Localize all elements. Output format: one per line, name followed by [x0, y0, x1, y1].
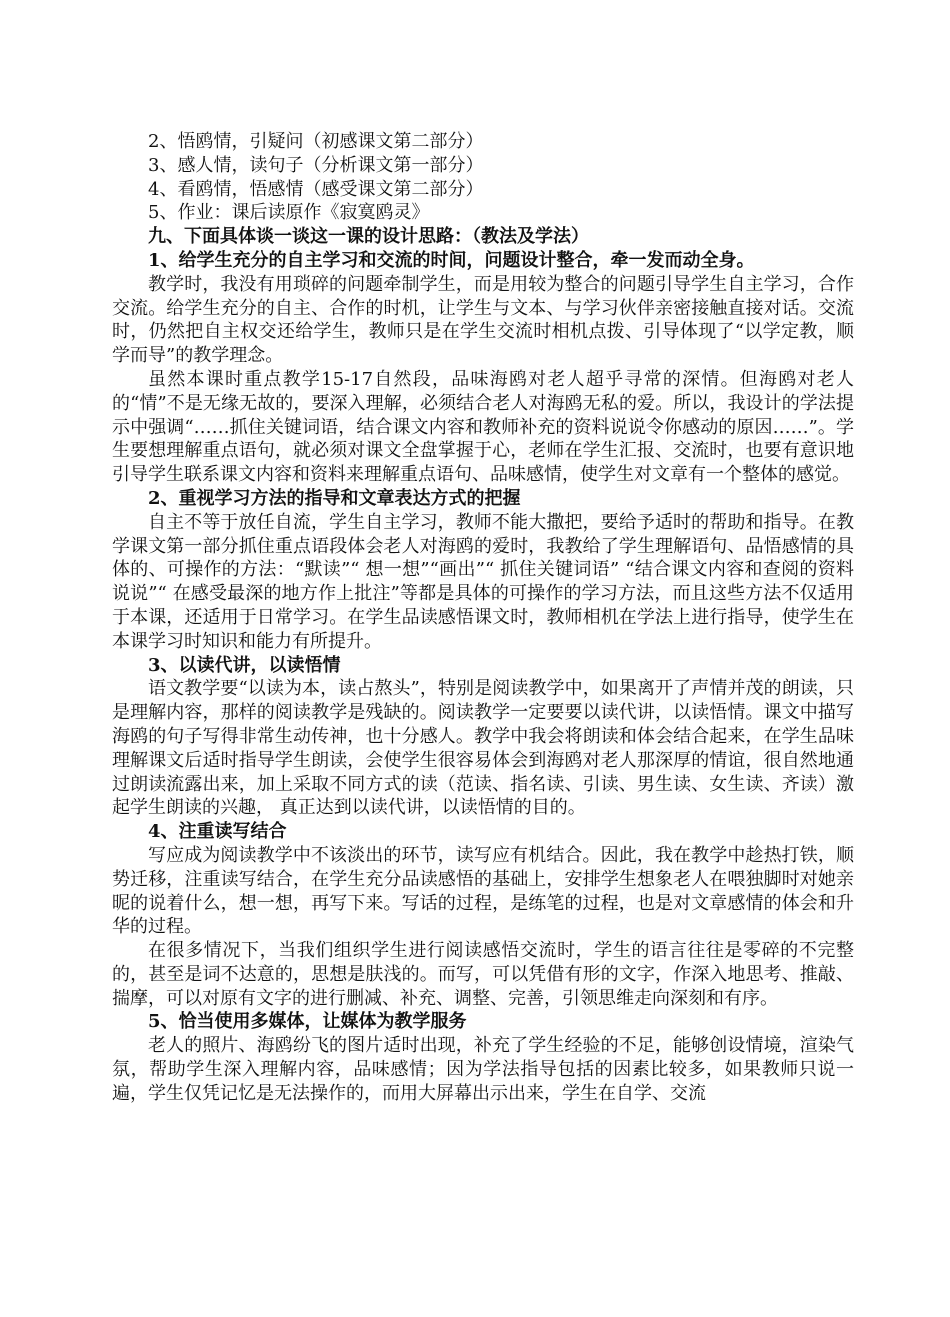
point-1 [112, 249, 854, 487]
outline-item: 3、感人情，读句子（分析课文第一部分） [148, 154, 484, 176]
document-page [112, 130, 854, 1106]
outline-item: 5、作业：课后读原作《寂寞鸥灵》 [148, 202, 430, 224]
outline-item: 4、看鸥情，悟感情（感受课文第二部分） [148, 178, 484, 200]
body-paragraph: 自主不等于放任自流，学生自主学习，教师不能大撒把，要给予适时的帮助和指导。在教学课文第一部分抓住重点语段体会老人对海鸥的爱时，我教给了学生理解语句、品悟感情的具体的、可操作的方法：“默读”“ 想一想”“画出”“ 抓住关键词语” “结合课文内容和查阅的资料说说”“ 在感受最深的地方作上批注”等都是具体的可操作的学习方法，而且这些方法不仅适用于本课，还适用于日常学习。在学生品读感悟课文时，教师相机在学法上进行指导，使学生在本课学习时知识和能力有所提升。 [112, 511, 854, 652]
body-paragraph: 老人的照片、海鸥纷飞的图片适时出现，补充了学生经验的不足，能够创设情境，渲染气氛，帮助学生深入理解内容，品味感情；因为学法指导包括的因素比较多，如果教师只说一遍，学生仅凭记忆是无法操作的，而用大屏幕出示出来，学生在自学、交流 [112, 1035, 854, 1104]
point-heading: 2、重视学习方法的指导和文章表达方式的把握 [148, 487, 521, 509]
body-paragraph: 虽然本课时重点教学15-17自然段，品味海鸥对老人超乎寻常的深情。但海鸥对老人的“情”不是无缘无故的，要深入理解，必须结合老人对海鸥无私的爱。所以，我设计的学法提示中强调“……抓住关键词语，结合课文内容和教师补充的资料说说令你感动的原因……”。学生要想理解重点语句，就必须对课文全盘掌握于心，老师在学生汇报、交流时，也要有意识地引导学生联系课文内容和资料来理解重点语句、品味感情，使学生对文章有一个整体的感觉。 [112, 368, 854, 486]
body-paragraph: 教学时，我没有用琐碎的问题牵制学生，而是用较为整合的问题引导学生自主学习，合作交流。给学生充分的自主、合作的时机，让学生与文本、与学习伙伴亲密接触直接对话。交流时，仍然把自主权交还给学生，教师只是在学生交流时相机点拨、引导体现了“以学定教，顺学而导”的教学理念。 [112, 273, 854, 367]
point-heading: 3、以读代讲，以读悟情 [148, 654, 341, 676]
body-paragraph: 在很多情况下，当我们组织学生进行阅读感悟交流时，学生的语言往往是零碎的不完整的，甚至是词不达意的，思想是肤浅的。而写，可以凭借有形的文字，作深入地思考、推敲、揣摩，可以对原有文字的进行删减、补充、调整、完善，引领思维走向深刻和有序。 [112, 940, 854, 1009]
point-heading: 4、注重读写结合 [148, 821, 287, 843]
point-heading: 5、恰当使用多媒体，让媒体为教学服务 [148, 1011, 467, 1033]
point-heading: 1、给学生充分的自主学习和交流的时间，问题设计整合，牵一发而动全身。 [148, 249, 755, 271]
point-2 [112, 487, 854, 654]
outline-list [112, 130, 854, 225]
section-title: 九、下面具体谈一谈这一课的设计思路：（教法及学法） [148, 226, 589, 248]
body-paragraph: 写应成为阅读教学中不该淡出的环节，读写应有机结合。因此，我在教学中趁热打铁，顺势迁移，注重读写结合，在学生充分品读感悟的基础上，安排学生想象老人在喂独脚时对她亲昵的说着什么，想一想，再写下来。写话的过程，是练笔的过程，也是对文章感情的体会和升华的过程。 [112, 844, 854, 938]
outline-item: 2、悟鸥情，引疑问（初感课文第二部分） [148, 131, 484, 152]
point-3 [112, 654, 854, 821]
point-5 [112, 1010, 854, 1105]
body-paragraph: 语文教学要“以读为本，读占熬头”，特别是阅读教学中，如果离开了声情并茂的朗读，只是理解内容，那样的阅读教学是残缺的。阅读教学一定要要以读代讲，以读悟情。课文中描写海鸥的句子写得非常生动传神，也十分感人。教学中我会将朗读和体会结合起来，在学生品味理解课文后适时指导学生朗读，会使学生很容易体会到海鸥对老人那深厚的情谊，很自然地通过朗读流露出来，加上采取不同方式的读（范读、指名读、引读、男生读、女生读、齐读）激起学生朗读的兴趣， 真正达到以读代讲，以读悟情的目的。 [112, 678, 854, 819]
point-4 [112, 820, 854, 1010]
